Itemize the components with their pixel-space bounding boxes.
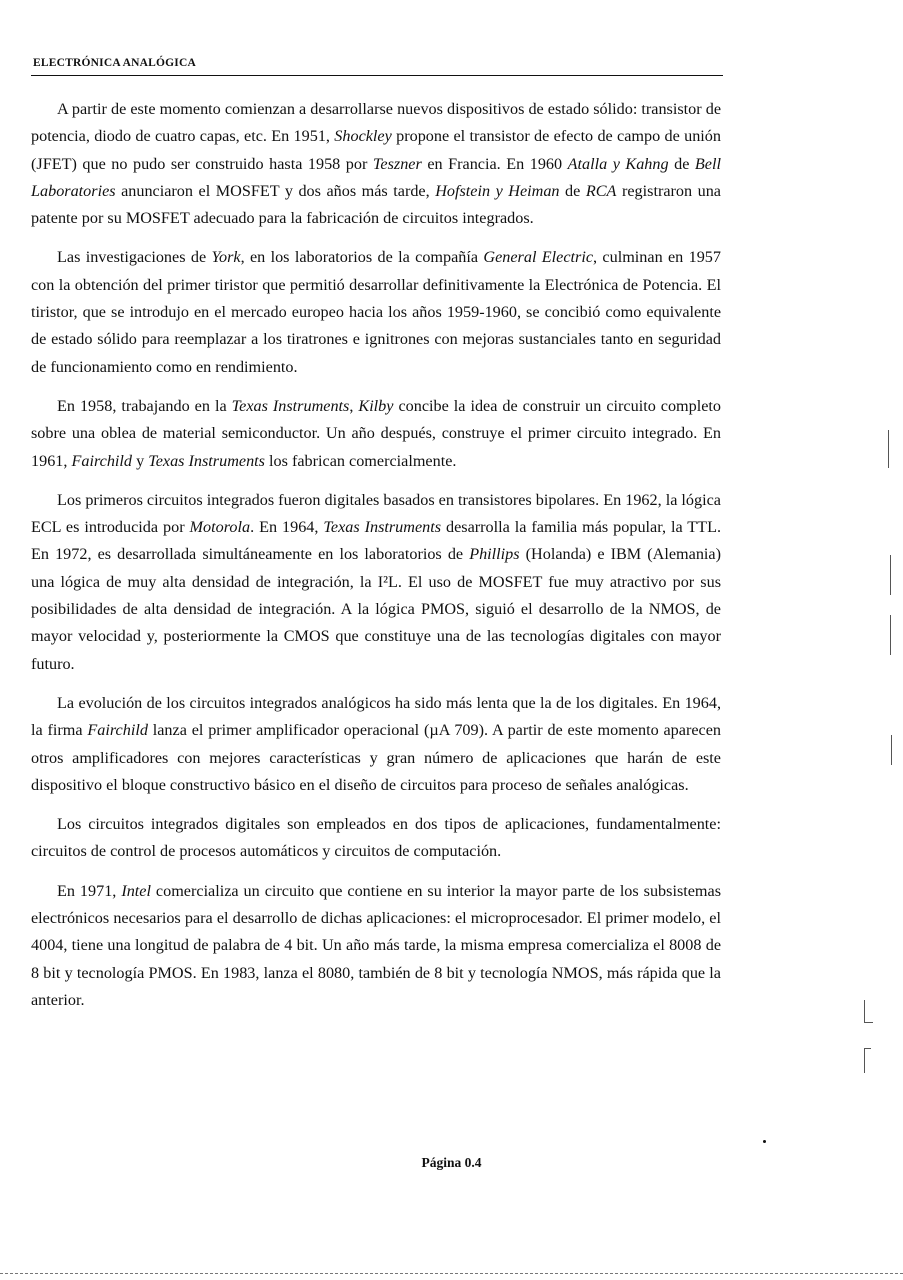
body-text — [31, 96, 721, 1026]
italic-text: Texas Instruments — [231, 396, 350, 415]
italic-text: Fairchild — [71, 451, 133, 470]
scan-mark — [864, 1000, 873, 1023]
text-run: lanza el primer amplificador operacional (µA 709). A partir de este momento aparecen otros amplificadores con mejores características y gran número de aplicaciones que harán de este dispositivo el bloque constructivo básico en el diseño de circuitos para proceso de señales analógicas. — [31, 721, 721, 794]
scan-mark — [864, 1048, 871, 1073]
scan-dot — [763, 1140, 766, 1143]
italic-text: Hofstein y Heiman — [435, 181, 560, 200]
header-rule — [31, 75, 723, 76]
italic-text: RCA — [585, 181, 617, 200]
italic-text: Bell Laboratories — [31, 154, 721, 200]
text-run: , culminan en 1957 con la obtención del primer tiristor que permitió desarrollar definitivamente la Electrónica de Potencia. El tiristor, que se introdujo en el mercado europeo hacia los años 1959-1960, se concibió como equivalente de estado sólido para reemplazar a los tiratrones e ignitrones con mejoras sustanciales tanto en seguridad de funcionamiento como en rendimiento. — [31, 248, 721, 376]
italic-text: Intel — [121, 881, 151, 900]
page-number: Página 0.4 — [421, 1155, 482, 1170]
italic-text: Shockley — [334, 127, 392, 146]
paragraph-6 — [31, 811, 721, 866]
text-run: propone el transistor de efecto de campo de unión (JFET) que no pudo ser construido hasta 1958 por — [31, 127, 721, 173]
italic-text: Texas Instruments — [148, 451, 265, 470]
paragraph-3 — [31, 393, 721, 475]
text-run: Los circuitos integrados digitales son empleados en dos tipos de aplicaciones, fundamentalmente: circuitos de control de procesos automáticos y circuitos de computación. — [31, 815, 721, 861]
scan-mark — [890, 555, 891, 595]
scan-mark — [888, 430, 889, 468]
text-run: , en los laboratorios de la compañía — [240, 248, 484, 267]
paragraph-1 — [31, 96, 721, 232]
text-run: En 1958, trabajando en la — [57, 396, 232, 415]
text-run: desarrolla la familia más popular, la TTL. En 1972, es desarrollada simultáneamente en los laboratorios de — [31, 518, 722, 564]
paragraph-7 — [31, 878, 721, 1014]
paragraph-4 — [31, 487, 721, 678]
text-run: los fabrican comercialmente. — [264, 451, 457, 470]
italic-text: Motorola — [189, 518, 251, 537]
text-run: Los primeros circuitos integrados fueron digitales basados en transistores bipolares. En 1962, la lógica ECL es introducida por — [31, 490, 721, 537]
text-run: En 1971, — [57, 881, 122, 900]
text-run: (Holanda) e IBM (Alemania) una lógica de muy alta densidad de integración, la I²L. El uso de MOSFET fue muy atractivo por sus posibilidades de alta densidad de integración. A la lógica PMOS, siguió el desarrollo de la NMOS, de mayor velocidad y, posteriormente la CMOS que constituye una de las tecnologías digitales con mayor futuro. — [31, 545, 721, 673]
text-run: anunciaron el MOSFET y dos años más tarde, — [115, 181, 436, 200]
text-run: de — [559, 181, 586, 200]
italic-text: Teszner — [372, 154, 422, 173]
text-run: y — [132, 451, 149, 470]
text-run: , — [349, 396, 359, 415]
text-run: comercializa un circuito que contiene en su interior la mayor parte de los subsistemas electrónicos necesarios para el desarrollo de dichas aplicaciones: el microprocesador. El primer modelo, el 4004, tiene una longitud de palabra de 4 bit. Un año más tarde, la misma empresa comercializa el 8008 de 8 bit y tecnología PMOS. En 1983, lanza el 8080, también de 8 bit y tecnología NMOS, más rápida que la anterior. — [31, 881, 721, 1009]
italic-text: York — [211, 248, 241, 267]
scan-bottom-edge — [0, 1273, 903, 1274]
italic-text: Atalla y Kahng — [567, 154, 669, 173]
italic-text: Phillips — [469, 545, 520, 564]
italic-text: Kilby — [358, 396, 394, 415]
paragraph-2 — [31, 244, 721, 380]
italic-text: Texas Instruments — [323, 518, 442, 537]
text-run: La evolución de los circuitos integrados analógicos ha sido más lenta que la de los digitales. En 1964, la firma — [31, 693, 721, 740]
text-run: en Francia. En 1960 — [421, 154, 568, 173]
text-run: registraron una patente por su MOSFET adecuado para la fabricación de circuitos integrados. — [31, 181, 721, 228]
paragraph-5 — [31, 690, 721, 799]
text-run: A partir de este momento comienzan a desarrollarse nuevos dispositivos de estado sólido: transistor de potencia, diodo de cuatro capas, etc. En 1951, — [31, 100, 721, 146]
running-header: ELECTRÓNICA ANALÓGICA — [33, 57, 196, 69]
italic-text: Fairchild — [87, 721, 148, 740]
scan-mark — [890, 615, 891, 655]
text-run: de — [668, 154, 695, 173]
italic-text: General Electric — [483, 248, 594, 267]
text-run: Las investigaciones de — [57, 248, 212, 267]
scan-mark — [891, 735, 892, 765]
text-run: . En 1964, — [250, 518, 324, 537]
text-run: concibe la idea de construir un circuito completo sobre una oblea de material semiconductor. Un año después, construye el primer circuito integrado. En 1961, — [31, 396, 722, 470]
